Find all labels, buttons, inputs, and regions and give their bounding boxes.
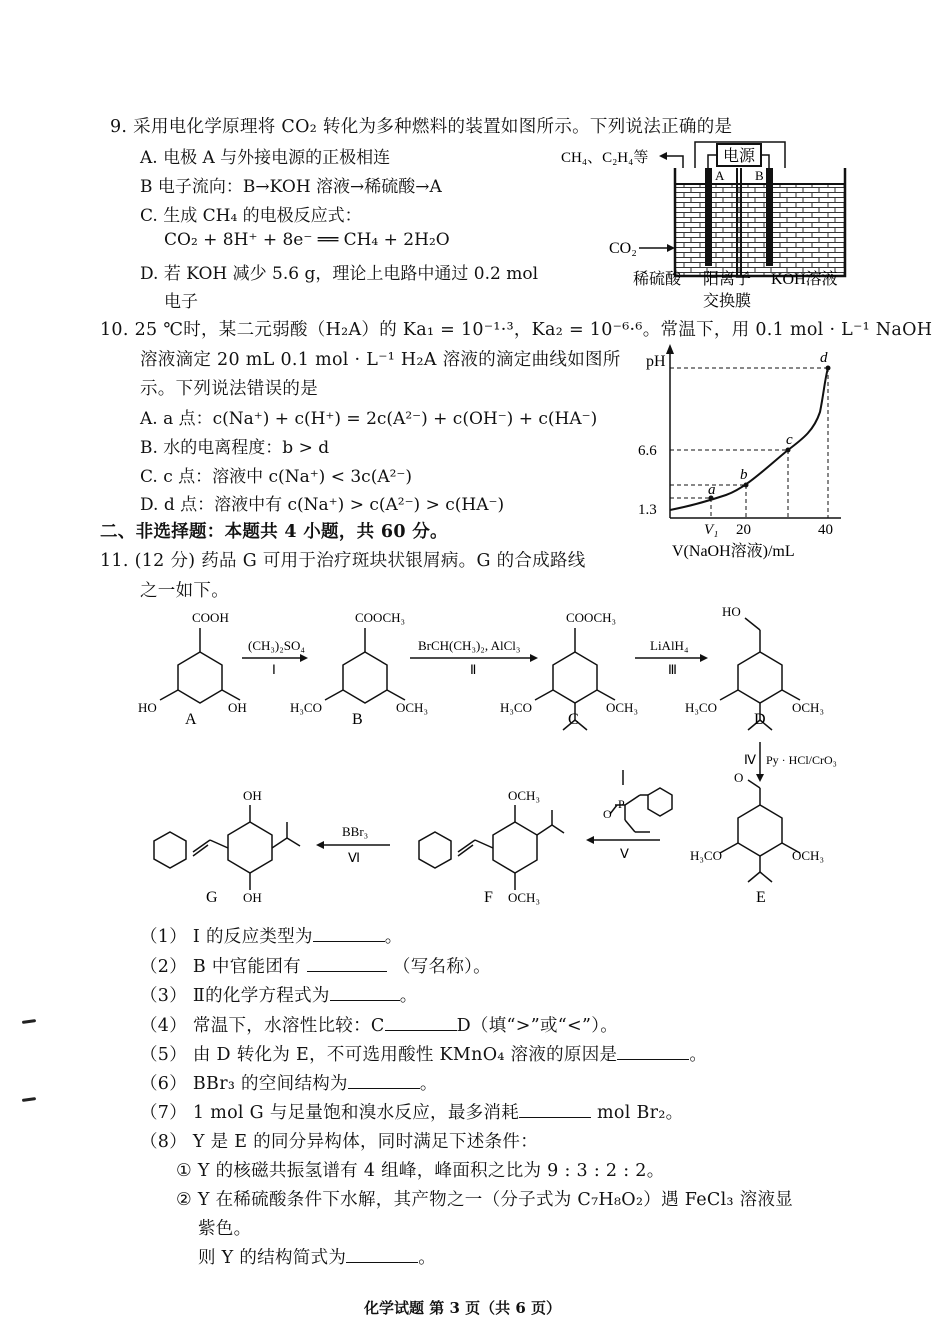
sub-question-1 <box>140 923 403 948</box>
titration-curve-chart <box>636 342 850 564</box>
compound-e-label: E <box>756 889 766 906</box>
q10-option-a: A. a 点：c(Na⁺) + c(H⁺) = 2c(A²⁻) + c(OH⁻) + c(HA⁻) <box>140 409 598 429</box>
answer-blank-5[interactable] <box>617 1045 689 1060</box>
reagent-iii: LiAlH₄ <box>650 638 689 653</box>
answer-blank-3[interactable] <box>330 986 400 1001</box>
sub-question-6 <box>140 1070 438 1095</box>
sub-question-4 <box>140 1012 618 1037</box>
point-b-marker <box>744 483 749 488</box>
q10-stem-line2: 溶液滴定 20 mL 0.1 mol · L⁻¹ H₂A 溶液的滴定曲线如图所 <box>140 350 621 370</box>
q9-option-a: A. 电极 A 与外接电源的正极相连 <box>140 148 391 168</box>
answer-blank-7[interactable] <box>519 1103 591 1118</box>
section-heading: 二、非选择题：本题共 4 小题，共 60 分。 <box>100 522 448 542</box>
point-c-marker <box>786 448 791 453</box>
q9-option-c: C. 生成 CH₄ 的电极反应式： <box>140 206 362 226</box>
sub-question-3 <box>140 982 418 1007</box>
q10-option-d: D. d 点：溶液中有 c(Na⁺) > c(A²⁻) > c(HA⁻) <box>140 495 505 515</box>
x-tick-40: 40 <box>818 522 833 538</box>
membrane-label: 阳离子 <box>703 271 752 288</box>
sub-4-end: D（填“>”或“<”）。 <box>456 1016 619 1036</box>
condition-1: ① Y 的核磁共振氢谱有 4 组峰，峰面积之比为 9 : 3 : 2 : 2。 <box>176 1161 665 1181</box>
reagent-vi: BBr₃ <box>342 824 369 839</box>
left-solution-label: 稀硫酸 <box>633 271 682 288</box>
sub-5-text: （5） 由 D 转化为 E，不可选用酸性 KMnO₄ 溶液的原因是 <box>140 1045 618 1065</box>
sub-question-5 <box>140 1041 707 1066</box>
answer-blank-4[interactable] <box>385 1016 457 1031</box>
step-vi: Ⅵ <box>348 850 360 865</box>
gas-out-label: CH₄、C₂H₄等 <box>561 150 649 166</box>
d-right-ome: OCH₃ <box>792 700 824 715</box>
g-bottom-oh: OH <box>243 890 262 905</box>
q9-stem: 9. 采用电化学原理将 CO₂ 转化为多种燃料的装置如图所示。下列说法正确的是 <box>110 117 733 137</box>
sub-6-end: 。 <box>419 1074 438 1094</box>
compound-a-label: A <box>185 711 197 728</box>
electrolysis-cell-diagram <box>555 138 855 318</box>
margin-mark <box>22 1097 36 1102</box>
answer-blank-final[interactable] <box>346 1248 418 1263</box>
sub-3-end: 。 <box>399 986 418 1006</box>
sub-2-end: （写名称）。 <box>392 957 491 977</box>
condition-2-cont: 紫色。 <box>198 1219 252 1239</box>
right-solution-label: KOH溶液 <box>771 271 838 288</box>
c-left-ome: H₃CO <box>500 700 532 715</box>
q10-option-c: C. c 点：溶液中 c(Na⁺) < 3c(A²⁻) <box>140 467 413 487</box>
sub-2-text: （2） B 中官能团有 <box>140 957 301 977</box>
compound-f-label: F <box>484 889 493 906</box>
q10-stem-line1: 10. 25 ℃时，某二元弱酸（H₂A）的 Ka₁ = 10⁻¹·³，Ka₂ = 10⁻⁶·⁶。常温下，用 0.1 mol · L⁻¹ NaOH <box>100 320 933 340</box>
y-tick-6-6: 6.6 <box>638 443 657 459</box>
sub-5-end: 。 <box>689 1045 708 1065</box>
d-left-ome: H₃CO <box>685 700 717 715</box>
point-d-label: d <box>820 350 828 366</box>
compound-b-label: B <box>352 711 363 728</box>
b-left-ome: H₃CO <box>290 700 322 715</box>
reagent-ii: BrCH(CH₃)₂, AlCl₃ <box>418 638 521 653</box>
sub-4-text: （4） 常温下，水溶性比较：C <box>140 1016 385 1036</box>
step-ii: Ⅱ <box>470 662 477 677</box>
final-end: 。 <box>418 1248 436 1268</box>
reagent-i: (CH₃)₂SO₄ <box>248 638 305 653</box>
compound-g-label: G <box>206 889 218 906</box>
q9-option-d: D. 若 KOH 减少 5.6 g，理论上电路中通过 0.2 mol <box>140 264 539 284</box>
membrane-label-2: 交换膜 <box>703 293 752 310</box>
g-top-oh: OH <box>243 788 262 803</box>
sub-1-end: 。 <box>384 927 403 947</box>
step-iii: Ⅲ <box>668 662 677 677</box>
q9-option-c-equation: CO₂ + 8H⁺ + 8e⁻ ══ CH₄ + 2H₂O <box>164 230 450 250</box>
q9-option-b: B 电子流向：B→KOH 溶液→稀硫酸→A <box>140 177 442 197</box>
sub-3-text: （3） Ⅱ的化学方程式为 <box>140 986 330 1006</box>
x-tick-20: 20 <box>736 522 751 538</box>
step-v: Ⅴ <box>620 846 629 861</box>
condition-2: ② Y 在稀硫酸条件下水解，其产物之一（分子式为 C₇H₈O₂）遇 FeCl₃ 溶液显 <box>176 1190 794 1210</box>
compound-c-label: C <box>568 711 579 728</box>
sub-7-end: mol Br₂。 <box>597 1103 684 1123</box>
answer-blank-6[interactable] <box>348 1074 420 1089</box>
point-d-marker <box>826 366 831 371</box>
q11-stem-line2: 之一如下。 <box>140 581 229 601</box>
point-b-label: b <box>740 467 748 483</box>
c-ester: COOCH₃ <box>566 610 617 625</box>
b-ester: COOCH₃ <box>355 610 406 625</box>
e-left-ome: H₃CO <box>690 848 722 863</box>
a-oh: OH <box>228 700 247 715</box>
sub-question-2 <box>140 953 491 978</box>
q10-option-b: B. 水的电离程度：b > d <box>140 438 330 458</box>
a-ho: HO <box>138 700 157 715</box>
co2-inlet-label: CO₂ <box>609 240 637 257</box>
power-source-label: 电源 <box>722 148 756 165</box>
q10-stem-line3: 示。下列说法错误的是 <box>140 379 318 399</box>
electrode-b-label: B <box>755 168 764 183</box>
reagent-v-o: O <box>603 807 612 821</box>
b-right-ome: OCH₃ <box>396 700 428 715</box>
q9-option-d-cont: 电子 <box>164 292 198 312</box>
x-axis-label: V(NaOH溶液)/mL <box>672 543 795 560</box>
c-right-ome: OCH₃ <box>606 700 638 715</box>
margin-mark <box>22 1019 36 1024</box>
reagent-iv: Py · HCl/CrO₃ <box>766 753 837 767</box>
point-a-label: a <box>708 482 716 498</box>
y-axis-label: pH <box>646 353 666 370</box>
compound-d-label: D <box>754 711 766 728</box>
e-right-ome: OCH₃ <box>792 848 824 863</box>
f-top-ome: OCH₃ <box>508 788 540 803</box>
sub-7-text: （7） 1 mol G 与足量饱和溴水反应，最多消耗 <box>140 1103 520 1123</box>
sub-1-text: （1） Ⅰ 的反应类型为 <box>140 927 313 947</box>
sub-question-8 <box>140 1128 538 1153</box>
e-o: O <box>734 770 744 785</box>
page-footer: 化学试题 第 3 页（共 6 页） <box>364 1299 561 1317</box>
reagent-v-p: P <box>618 797 625 811</box>
answer-blank-2[interactable] <box>307 957 387 972</box>
final-question <box>198 1244 436 1269</box>
y-tick-1-3: 1.3 <box>638 502 657 518</box>
q11-stem-line1: 11. (12 分) 药品 G 可用于治疗斑块状银屑病。G 的合成路线 <box>100 551 586 571</box>
final-text: 则 Y 的结构简式为 <box>198 1248 347 1268</box>
synthesis-route-scheme <box>120 600 850 910</box>
step-i: Ⅰ <box>272 662 276 677</box>
a-cooh: COOH <box>192 610 229 625</box>
sub-question-7 <box>140 1099 683 1124</box>
sub-6-text: （6） BBr₃ 的空间结构为 <box>140 1074 348 1094</box>
step-iv: Ⅳ <box>744 752 756 767</box>
d-ho: HO <box>722 604 741 619</box>
f-bottom-ome: OCH₃ <box>508 890 540 905</box>
x-tick-v1: V₁ <box>704 522 719 538</box>
point-c-label: c <box>786 432 793 448</box>
sub-8-text: （8） Y 是 E 的同分异构体，同时满足下述条件： <box>140 1132 539 1152</box>
electrode-a-label: A <box>715 168 725 183</box>
answer-blank-1[interactable] <box>313 927 385 942</box>
